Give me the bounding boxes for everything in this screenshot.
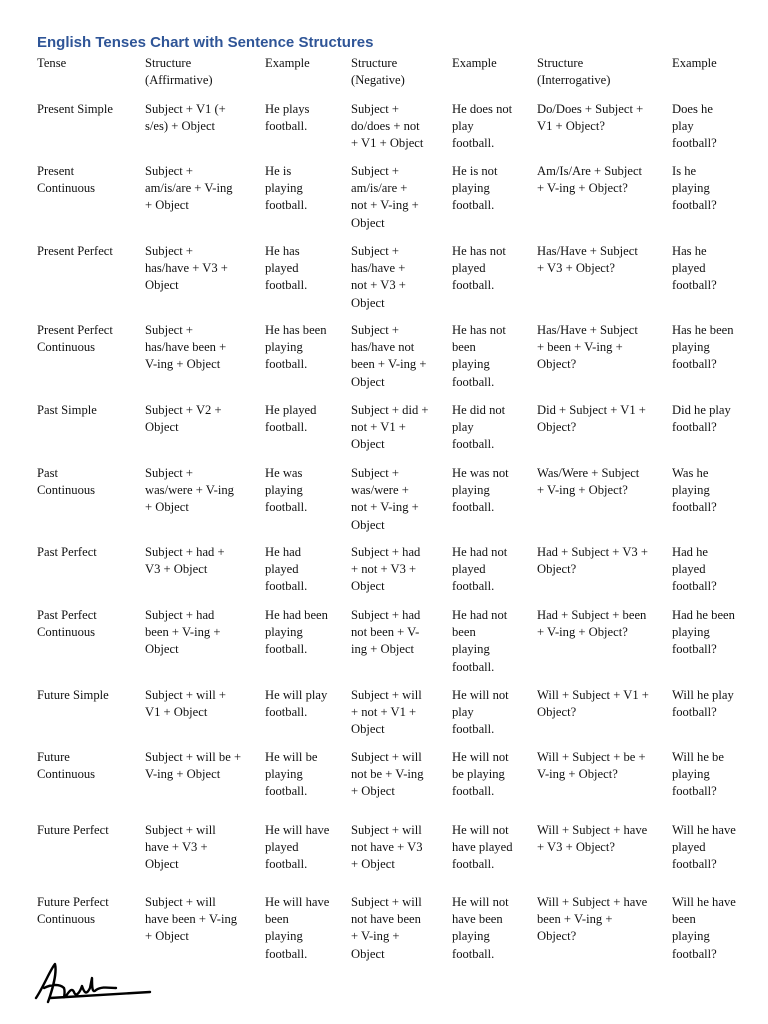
cell-affirmative-structure: Subject + has/have + V3 + Object	[145, 244, 228, 293]
cell-interrogative-structure: Had + Subject + been + V-ing + Object?	[537, 608, 647, 640]
cell-interrogative-example: Does he play football?	[672, 102, 717, 151]
column-header-affirmative-structure: Structure (Affirmative)	[145, 56, 213, 88]
cell-affirmative-structure: Subject + was/were + V-ing + Object	[145, 466, 234, 515]
cell-affirmative-example: He will play football.	[265, 688, 328, 720]
cell-affirmative-example: He will have played football.	[265, 823, 330, 872]
cell-interrogative-structure: Am/Is/Are + Subject + V-ing + Object?	[537, 164, 643, 196]
cell-interrogative-example: Will he have played football?	[672, 823, 736, 872]
column-header-tense: Tense	[37, 56, 67, 70]
column-header-affirmative-example: Example	[265, 56, 310, 70]
cell-negative-example: He has not been playing football.	[452, 323, 506, 389]
cell-interrogative-example: Will he be playing football?	[672, 750, 724, 799]
cell-negative-structure: Subject + am/is/are + not + V-ing + Object	[351, 164, 419, 230]
cell-interrogative-example: Has he been playing football?	[672, 323, 734, 372]
cell-interrogative-structure: Will + Subject + have been + V-ing + Object?	[537, 895, 648, 944]
cell-negative-structure: Subject + has/have not been + V-ing + Object	[351, 323, 427, 389]
cell-affirmative-example: He had played football.	[265, 545, 308, 594]
cell-affirmative-structure: Subject + am/is/are + V-ing + Object	[145, 164, 233, 213]
cell-negative-example: He had not played football.	[452, 545, 508, 594]
cell-interrogative-example: Will he have been playing football?	[672, 895, 736, 961]
cell-affirmative-structure: Subject + had been + V-ing + Object	[145, 608, 221, 657]
cell-interrogative-structure: Has/Have + Subject + V3 + Object?	[537, 244, 638, 276]
cell-affirmative-structure: Subject + will have been + V-ing + Object	[145, 895, 238, 944]
cell-negative-example: He had not been playing football.	[452, 608, 508, 674]
cell-tense: Past Continuous	[37, 466, 96, 498]
cell-affirmative-structure: Subject + will + V1 + Object	[145, 688, 227, 720]
cell-negative-structure: Subject + has/have + not + V3 + Object	[351, 244, 406, 310]
cell-interrogative-structure: Will + Subject + V1 + Object?	[537, 688, 649, 720]
cell-negative-structure: Subject + do/does + not + V1 + Object	[351, 102, 424, 151]
cell-interrogative-example: Had he been playing football?	[672, 608, 735, 657]
cell-affirmative-structure: Subject + will be + V-ing + Object	[145, 750, 242, 782]
cell-negative-example: He will not be playing football.	[452, 750, 509, 799]
cell-interrogative-structure: Will + Subject + be + V-ing + Object?	[537, 750, 646, 782]
cell-negative-structure: Subject + will + not + V1 + Object	[351, 688, 422, 737]
cell-negative-structure: Subject + was/were + not + V-ing + Object	[351, 466, 419, 532]
cell-interrogative-example: Had he played football?	[672, 545, 717, 594]
cell-interrogative-example: Was he playing football?	[672, 466, 717, 515]
page-title: English Tenses Chart with Sentence Structures	[37, 34, 374, 51]
cell-negative-structure: Subject + will not have been + V-ing + Object	[351, 895, 422, 961]
cell-affirmative-example: He played football.	[265, 403, 317, 435]
cell-interrogative-structure: Had + Subject + V3 + Object?	[537, 545, 648, 577]
cell-interrogative-structure: Has/Have + Subject + been + V-ing + Object?	[537, 323, 638, 372]
cell-negative-example: He does not play football.	[452, 102, 513, 151]
cell-tense: Future Simple	[37, 688, 109, 702]
cell-tense: Future Perfect	[37, 823, 109, 837]
cell-affirmative-example: He plays football.	[265, 102, 310, 134]
cell-tense: Past Perfect Continuous	[37, 608, 97, 640]
cell-interrogative-structure: Was/Were + Subject + V-ing + Object?	[537, 466, 640, 498]
cell-affirmative-example: He has played football.	[265, 244, 308, 293]
cell-affirmative-example: He was playing football.	[265, 466, 308, 515]
signature-icon	[30, 958, 160, 1008]
cell-negative-structure: Subject + had + not + V3 + Object	[351, 545, 421, 594]
cell-affirmative-example: He will have been playing football.	[265, 895, 330, 961]
cell-interrogative-structure: Did + Subject + V1 + Object?	[537, 403, 646, 435]
cell-negative-example: He has not played football.	[452, 244, 506, 293]
cell-interrogative-example: Did he play football?	[672, 403, 731, 435]
cell-tense: Future Perfect Continuous	[37, 895, 109, 927]
cell-affirmative-example: He has been playing football.	[265, 323, 327, 372]
cell-affirmative-example: He is playing football.	[265, 164, 308, 213]
column-header-interrogative-example: Example	[672, 56, 717, 70]
cell-affirmative-structure: Subject + V1 (+ s/es) + Object	[145, 102, 226, 134]
cell-negative-example: He did not play football.	[452, 403, 506, 452]
cell-negative-structure: Subject + did + not + V1 + Object	[351, 403, 429, 452]
cell-negative-example: He is not playing football.	[452, 164, 498, 213]
cell-affirmative-example: He will be playing football.	[265, 750, 318, 799]
cell-affirmative-structure: Subject + V2 + Object	[145, 403, 222, 435]
cell-negative-structure: Subject + had not been + V- ing + Object	[351, 608, 421, 657]
cell-interrogative-example: Has he played football?	[672, 244, 717, 293]
cell-tense: Present Perfect Continuous	[37, 323, 113, 355]
cell-tense: Past Perfect	[37, 545, 97, 559]
cell-interrogative-structure: Will + Subject + have + V3 + Object?	[537, 823, 648, 855]
cell-tense: Present Continuous	[37, 164, 96, 196]
cell-tense: Future Continuous	[37, 750, 96, 782]
cell-interrogative-example: Is he playing football?	[672, 164, 717, 213]
cell-interrogative-example: Will he play football?	[672, 688, 734, 720]
cell-affirmative-example: He had been playing football.	[265, 608, 328, 657]
cell-interrogative-structure: Do/Does + Subject + V1 + Object?	[537, 102, 644, 134]
column-header-negative-structure: Structure (Negative)	[351, 56, 405, 88]
cell-negative-example: He will not have been playing football.	[452, 895, 509, 961]
column-header-interrogative-structure: Structure (Interrogative)	[537, 56, 611, 88]
cell-tense: Present Simple	[37, 102, 113, 116]
cell-negative-structure: Subject + will not have + V3 + Object	[351, 823, 423, 872]
cell-tense: Present Perfect	[37, 244, 113, 258]
cell-affirmative-structure: Subject + has/have been + V-ing + Object	[145, 323, 227, 372]
cell-negative-example: He was not playing football.	[452, 466, 509, 515]
cell-negative-structure: Subject + will not be + V-ing + Object	[351, 750, 424, 799]
cell-affirmative-structure: Subject + had + V3 + Object	[145, 545, 225, 577]
cell-negative-example: He will not have played football.	[452, 823, 513, 872]
cell-negative-example: He will not play football.	[452, 688, 509, 737]
cell-tense: Past Simple	[37, 403, 97, 417]
cell-affirmative-structure: Subject + will have + V3 + Object	[145, 823, 216, 872]
column-header-negative-example: Example	[452, 56, 497, 70]
